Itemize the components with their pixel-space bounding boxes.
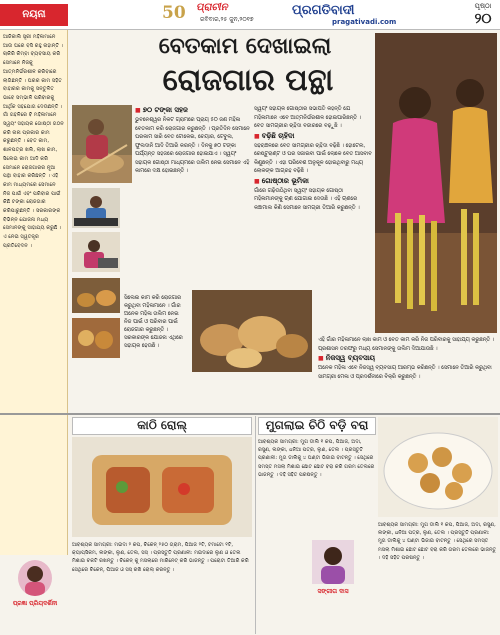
photo-products-2 — [72, 318, 120, 358]
recipe-1-author-photo — [18, 560, 52, 596]
recipe-1-body — [72, 541, 252, 621]
recipe-1-text: ଆବଶ୍ୟକ ସାମଗ୍ରୀ: ମଇଦା ୨ କପ, ଚିକେନ୍ ୨୫୦ ଗ୍ରାମ, ପିଆଜ ୨ଟି, ଟମାଟୋ ୧ଟି, କ୍ୟାପ୍ସିକମ, ଲଙ୍କା, ଲୁଣ, ତେଲ, ସସ୍ । ପ୍ରସ୍ତୁତି ପ୍ରଣାଳୀ: ମଇଦାରେ ଲୁଣ ଓ ତେଲ ମିଶାଇ ଚକଟି ରଖନ୍ତୁ । ଚିକେନ୍ କୁ ମସଲାରେ ମାରିନେଟ୍ କରି ଭାଜନ୍ତୁ । ପରୋଟା ତିଆରି କରି ସେଥିରେ ଚିକେନ୍, ପିଆଜ ଓ ସସ୍ ରଖି ରୋଲ୍ କରନ୍ତୁ । — [72, 542, 249, 573]
supplement-name: ପ୍ରାଚୀନ — [196, 2, 228, 13]
section-divider — [0, 413, 500, 415]
photo-kathi-roll — [72, 437, 252, 537]
photo-women-bamboo — [375, 33, 497, 333]
products-illustration-1 — [72, 278, 120, 313]
subheading-4: ■ ନିଜସ୍ୱ ବ୍ୟବସାୟ — [318, 353, 496, 364]
photo-sewing-2 — [72, 232, 120, 272]
article-column-3 — [318, 336, 496, 411]
photo-sewing-1 — [72, 188, 120, 228]
author-2-avatar — [312, 540, 354, 584]
recipe-2-author: ସଙ୍ଗୀତା ଦାସ — [317, 588, 349, 595]
section-tag: ନୟନା — [0, 4, 68, 26]
photo-baskets — [192, 290, 312, 372]
intro-column — [0, 30, 68, 555]
recipe-2-text-continued: ଆବଶ୍ୟକ ସାମଗ୍ରୀ: ମୁଗ ଡାଲି ୧ କପ, ପିଆଜ, ଅଦା, ରସୁଣ, ଲଙ୍କା, ଧନିଆ ପତ୍ର, ଲୁଣ, ତେଲ । ପ୍ରସ୍ତୁତି ପ୍ରଣାଳୀ: ମୁଗ ଡାଲିକୁ ୪ ଘଣ୍ଟା ଭିଜାଇ ବାଟନ୍ତୁ । ସେଥିରେ ସମସ୍ତ ମସଲା ମିଶାଇ ଛୋଟ ଛୋଟ ବରା କରି ଗରମ ତେଲରେ ଭାଜନ୍ତୁ । ଦହି ସହିତ ପରଷନ୍ତୁ । — [378, 522, 497, 561]
article-body-5: ଅନେକ ମହିଳା ଏବେ ନିଜସ୍ୱ ବ୍ୟବସାୟ ଆରମ୍ଭ କରିଛନ୍ତି । ସେମାନେ ତିଆରି କରୁଥିବା ସାମଗ୍ରୀ ମେଳା ଓ ପ୍ରଦର୍ଶନୀରେ ବିକ୍ରି କରୁଛନ୍ତି । — [318, 365, 492, 380]
women-bamboo-illustration — [375, 33, 497, 333]
article-body-2: ସ୍ୱୟଂ ସହାୟକ ଗୋଷ୍ଠୀର ସଭାପତି କହନ୍ତି ଯେ ମହିଳାମାନେ ଏବେ ଆତ୍ମନିର୍ଭରଶୀଳ ହୋଇପାରିଛନ୍ତି । ବେତ ସାମଗ୍ରୀର ଚାହିଦା ବଜାରରେ ବଢ଼ୁଛି । — [254, 106, 362, 129]
article-body-4: ଗାଁରେ ଗଢ଼ିଉଠିଥିବା ସ୍ୱୟଂ ସହାୟକ ଗୋଷ୍ଠୀ ମହିଳାମାନଙ୍କୁ ଋଣ ଯୋଗାଇ ଦେଉଛି । ଏହି ଋଣରେ କଞ୍ଚାମାଲ କିଣି ସେମାନେ ସାମଗ୍ରୀ ତିଆରି କରୁଛନ୍ତି । — [254, 187, 360, 211]
article-body-1: ଭୁବନେଶ୍ୱର ନିକଟ ଗ୍ରାମରେ ପ୍ରାୟ ୫୦ ଜଣ ମହିଳା ବେତକାମ କରି ରୋଜଗାର କରୁଛନ୍ତି । ପ୍ରତିଦିନ ସେମାନେ ଘରକାମ ସାରି ବେତ ଟୋକେଇ, ଚେୟାର, ଟେବୁଲ, ଫୁଲଦାନି ଆଦି ତିଆରି କରନ୍ତି । ଦିନକୁ ୭୦ ଟଙ୍କା ପର୍ଯ୍ୟନ୍ତ ସହଜରେ ରୋଜଗାର ହୋଇଯାଏ । ସ୍ୱୟଂ ସହାୟକ ଗୋଷ୍ଠୀ ମାଧ୍ୟମରେ ତାଲିମ ନେଇ ସେମାନେ ଏହି କାମରେ ଦକ୍ଷ ହୋଇଛନ୍ତି । — [135, 117, 250, 174]
basket-weaver-illustration — [72, 105, 132, 183]
article-column-2 — [254, 105, 372, 290]
recipe-2-title: ମୁଗଲାଇ ଚିଠି ବଡ଼ି ବରା — [258, 417, 376, 435]
subheading-3: ■ ଗୋଷ୍ଠୀର ଭୂମିକା — [254, 176, 372, 187]
subheading-1: ■ ୭୦ ଟଙ୍କା ସହଜ — [135, 105, 250, 116]
bara-illustration — [378, 417, 498, 517]
sewing-caption — [124, 294, 186, 409]
recipe-1-author: ପ୍ରଜ୍ଞା ପ୍ରିୟଦର୍ଶିନୀ — [12, 600, 58, 607]
recipe-divider — [255, 416, 256, 634]
article-column-1 — [135, 105, 250, 285]
recipe-2-body-continued — [378, 521, 498, 631]
photo-products-1 — [72, 278, 120, 313]
intro-text: ଆଜିକାଲି ସ୍ତ୍ରୀ ମହିଳାମାନେ ଆଉ ଘରେ ବସି ରହୁ ନାହାନ୍ତି । ଚାକିରି କିମ୍ବା ବ୍ୟବସାୟ କରି ସେମାନେ ନିଜକୁ ଆତ୍ମନିର୍ଭରଶୀଳ କରିବାରେ ଲାଗିଛନ୍ତି । ଘରର କାମ ସହିତ ବାହାରର କାମକୁ ସନ୍ତୁଳିତ ଭାବେ ସମ୍ଭାଳି ପରିବାରକୁ ଆର୍ଥିକ ସହଯୋଗ ଦେଉଛନ୍ତି । ଗାଁ ଗହଳିରେ ବି ମହିଳାମାନେ ସ୍ୱୟଂ ସହାୟକ ଗୋଷ୍ଠୀ ଗଠନ କରି ନାନା ପ୍ରକାର କାମ କରୁଛନ୍ତି । ବେତ କାମ, ଶାଳପତ୍ର ଖଲି, ଲାଖ କାମ, ସିଲେଇ କାମ ଆଦି କରି ସେମାନେ ରୋଜଗାରର ନୂଆ ପନ୍ଥା ବାହାର କରିଛନ୍ତି । ଏହି କାମ ମାଧ୍ୟମରେ ସେମାନେ ନିଜ ପାଇଁ ଏବଂ ପରିବାର ପାଇଁ କିଛି ଟଙ୍କା ରୋଜଗାର କରିପାରୁଛନ୍ତି । ସରକାରଙ୍କ ବିଭିନ୍ନ ଯୋଜନା ମଧ୍ୟ ସେମାନଙ୍କୁ ସାହାଯ୍ୟ କରୁଛି । ଏ ନେଇ ସ୍ୱତନ୍ତ୍ର ପ୍ରତିବେଦନ । — [3, 34, 64, 249]
recipe-2-text: ଆବଶ୍ୟକ ସାମଗ୍ରୀ: ମୁଗ ଡାଲି ୧ କପ, ପିଆଜ, ଅଦା, ରସୁଣ, ଲଙ୍କା, ଧନିଆ ପତ୍ର, ଲୁଣ, ତେଲ । ପ୍ରସ୍ତୁତି ପ୍ରଣାଳୀ: ମୁଗ ଡାଲିକୁ ୪ ଘଣ୍ଟା ଭିଜାଇ ବାଟନ୍ତୁ । ସେଥିରେ ସମସ୍ତ ମସଲା ମିଶାଇ ଛୋଟ ଛୋଟ ବରା କରି ଗରମ ତେଲରେ ଭାଜନ୍ତୁ । ଦହି ସହିତ ପରଷନ୍ତୁ । — [258, 439, 375, 478]
page-label: ପୃଷ୍ଠା — [474, 2, 492, 10]
right-caption: ଏହି ଗାଁର ମହିଳାମାନେ ଲାଖ କାମ ଓ ବେତ କାମ କରି ନିଜ ପରିବାରକୁ ସାହାଯ୍ୟ କରୁଛନ୍ତି । ପ୍ରଶାସନ ତରଫରୁ ମଧ୍ୟ ସେମାନଙ୍କୁ ତାଲିମ ଦିଆଯାଉଛି । — [318, 337, 495, 352]
supplement-date: ରବିବାର,୨୫ ଜୁନ,୨୦୧୭ — [200, 16, 254, 23]
page-number: ୨୦ — [474, 11, 492, 27]
sewing-illustration-2 — [72, 232, 120, 272]
sewing-caption-text: ସିଲେଇ କାମ କରି ରୋଜଗାର କରୁଥିବା ମହିଳାମାନେ । ଗାଁର ଅନେକ ମହିଳା ତାଲିମ ନେଇ ନିଜ ପାଇଁ ଓ ପରିବାର ପାଇଁ ରୋଜଗାର କରୁଛନ୍ତି । ସରକାରଙ୍କ ଯୋଜନା ଏଥିରେ ସହାୟକ ହେଉଛି । — [124, 295, 183, 349]
products-illustration-2 — [72, 318, 120, 358]
brand-name: ପ୍ରଗତିବାଦୀ — [292, 3, 355, 18]
page-header — [0, 0, 500, 30]
headline-line-1: ବେତକାମ ଦେଖାଇଲା — [158, 33, 332, 59]
brand-url[interactable]: pragativadi.com — [332, 18, 397, 26]
baskets-illustration — [192, 290, 312, 372]
headline-line-2: ରୋଜଗାର ପନ୍ଥା — [162, 63, 334, 98]
author-1-avatar — [18, 560, 52, 596]
sewing-illustration-1 — [72, 188, 120, 228]
kathi-roll-illustration — [72, 437, 252, 537]
recipe-2-author-photo — [312, 540, 354, 584]
article-body-3: ସହରାଞ୍ଚଳରେ ବେତ ସାମଗ୍ରୀର ଚାହିଦା ବଢ଼ିଛି । ହୋଟେଲ, ରେଷ୍ଟୁରାଣ୍ଟ ଓ ଘର ସଜାଇବା ପାଇଁ ଲୋକେ ବେତ ଆସବାବ କିଣୁଛନ୍ତି । ଏହା ପରିବେଶ ଅନୁକୂଳ ହୋଇଥିବାରୁ ମଧ୍ୟ ଲୋକଙ୍କ ଆଗ୍ରହ ବଢ଼ିଛି । — [254, 142, 372, 174]
subheading-2: ■ ବଢ଼ିଛି ଚାହିଦା — [254, 131, 372, 142]
photo-bara — [378, 417, 498, 517]
recipe-1-title: କାଠି ରୋଲ୍ — [72, 417, 252, 435]
anniversary-logo: 50 — [162, 3, 186, 23]
photo-basket-weaver — [72, 105, 132, 183]
